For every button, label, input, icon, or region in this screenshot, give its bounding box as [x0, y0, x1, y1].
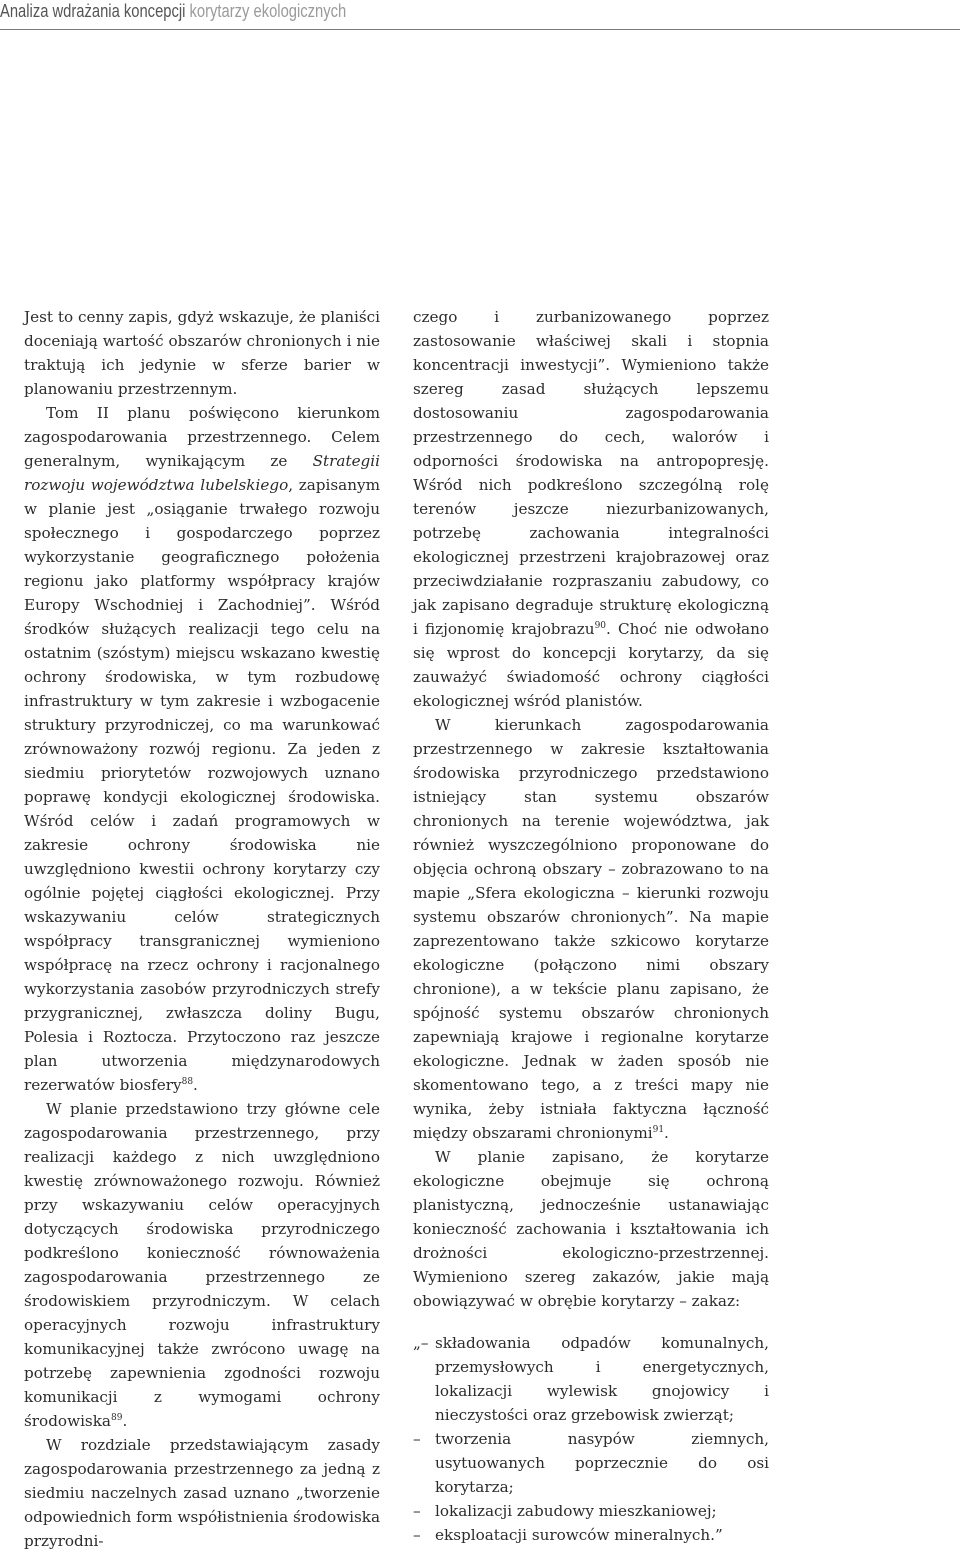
paragraph-text: . Choć nie odwołano się wprost do koncepcji korytarzy, da się zauważyć świadomość ochrony ciągłości ekologicznej wśród planistów.: [413, 620, 770, 710]
running-header-title: Analiza wdrażania koncepcji: [0, 1, 186, 21]
footnote-ref-90[interactable]: 90: [594, 620, 607, 631]
paragraph-text: , zapisanym w planie jest „osiąganie trwałego rozwoju społecznego i gospodarczego poprzez wykorzystanie geograficznego położenia regionu jako platformy współpracy krajów Europy Wschodniej i Zachodniej”. Wśród środków służących realizacji tego celu na ostatnim (szóstym) miejscu wskazano kwestię ochrony środowiska, w tym rozbudowę infrastruktury w tym zakresie i wzbogacenie struktury przyrodniczej, co ma warunkować zrównoważony rozwój regionu. Za jeden z siedmiu priorytetów rozwojowych uznano poprawę kondycji ekologicznej środowiska. Wśród celów i zadań programowych w zakresie ochrony środowiska nie uwzględniono kwestii ochrony korytarzy czy ogólnie pojętej ciągłości ekologicznej. Przy wskazywaniu celów strategicznych współpracy transgranicznej wymieniono współpracę na rzecz ochrony i racjonalnego wykorzystania zasobów przyrodniczych strefy przygranicznej, zwłaszcza doliny Bugu, Polesia i Roztocza. Przytoczono raz jeszcze plan utworzenia międzynarodowych rezerwatów biosfery: [24, 476, 380, 1094]
footnote-ref-89[interactable]: 89: [110, 1412, 123, 1423]
list-item-text: eksploatacji surowców mineralnych.”: [435, 1526, 723, 1544]
paragraph: [24, 1097, 380, 1433]
list-item: [413, 1523, 769, 1547]
list-item-text: tworzenia nasypów ziemnych, usytuowanych poprzecznie do osi korytarza;: [435, 1430, 769, 1496]
list-dash: –: [413, 1526, 421, 1544]
footnote-ref-88[interactable]: 88: [181, 1076, 194, 1087]
paragraph: W planie zapisano, że korytarze ekologiczne obejmuje się ochroną planistyczną, jednocześnie ustanawiając konieczność zachowania i kształtowania ich drożności ekologiczno-przestrzennej. Wymieniono szereg zakazów, jakie mają obowiązywać w obrębie korytarzy – zakaz:: [413, 1148, 769, 1310]
paragraph-text: czego i zurbanizowanego poprzez zastosowanie właściwej skali i stopnia koncentracji inwestycji”. Wymieniono także szereg zasad służących lepszemu dostosowaniu zagospodarowania przestrzennego do cech, walorów i odporności środowiska na antropopresję. Wśród nich podkreślono szczególną rolę terenów jeszcze niezurbanizowanych, potrzebę zachowania integralności ekologicznej przestrzeni krajobrazowej oraz przeciwdziałanie rozpraszaniu zabudowy, co jak zapisano degraduje strukturę ekologiczną i fizjonomię krajobrazu: [413, 308, 769, 638]
paragraph-text: .: [193, 1076, 198, 1094]
paragraph: W rozdziale przedstawiającym zasady zagospodarowania przestrzennego za jedną z siedmiu naczelnych zasad uznano „tworzenie odpowiednich form współistnienia środowiska przyrodni-: [24, 1436, 380, 1550]
list-item: [413, 1499, 769, 1523]
paragraph-text: .: [664, 1124, 669, 1142]
paragraph: [413, 305, 769, 713]
list-dash: –: [413, 1430, 421, 1448]
paragraph-text: W kierunkach zagospodarowania przestrzennego w zakresie kształtowania środowiska przyrodniczego przedstawiono istniejący stan systemu obszarów chronionych na terenie województwa, jak również wyszczególniono proponowane do objęcia ochroną obszary – zobrazowano to na mapie „Sfera ekologiczna – kierunki rozwoju systemu obszarów chronionych”. Na mapie zaprezentowano także szkicowo korytarze ekologiczne (połączono nimi obszary chronione), a w tekście planu zapisano, że spójność systemu obszarów chronionych zapewniają krajowe i regionalne korytarze ekologiczne. Jednak w żaden sposób nie skomentowano tego, a z treści mapy nie wynika, żeby istniała faktyczna łączność między obszarami chronionymi: [413, 716, 769, 1142]
list-dash: „–: [413, 1334, 429, 1352]
paragraph-text: W planie przedstawiono trzy główne cele zagospodarowania przestrzennego, przy realizacji każdego z nich uwzględniono kwestię zrównoważonego rozwoju. Również przy wskazywaniu celów operacyjnych dotyczących środowiska przyrodniczego podkreślono konieczność równoważenia zagospodarowania przestrzennego ze środowiskiem przyrodniczym. W celach operacyjnych rozwoju infrastruktury komunikacyjnej także zwrócono uwagę na potrzebę zapewnienia zgodności rozwoju komunikacji z wymogami ochrony środowiska: [24, 1100, 380, 1430]
paragraph: [413, 713, 769, 1145]
list-item-text: składowania odpadów komunalnych, przemysłowych i energetycznych, lokalizacji wylewisk gnojowicy i nieczystości oraz grzebowisk zwierząt;: [435, 1334, 769, 1424]
running-header-subtitle: korytarzy ekologicznych: [189, 1, 347, 21]
list-dash: –: [413, 1502, 421, 1520]
left-column: [24, 305, 380, 1553]
strategy-title-italic: Strategii rozwoju województwa lubelskiego: [24, 452, 380, 494]
list-item: [413, 1331, 769, 1427]
list-item: [413, 1427, 769, 1499]
right-column: [413, 305, 769, 1547]
list-item-text: lokalizacji zabudowy mieszkaniowej;: [435, 1502, 717, 1520]
paragraph-text: Tom II planu poświęcono kierunkom zagospodarowania przestrzennego. Celem generalnym, wynikającym ze: [24, 404, 380, 470]
paragraph: Jest to cenny zapis, gdyż wskazuje, że planiści doceniają wartość obszarów chronionych i nie traktują ich jedynie w sferze barier w planowaniu przestrzennym.: [24, 308, 380, 398]
running-header: [0, 0, 787, 30]
prohibitions-list: [413, 1331, 769, 1547]
paragraph-text: .: [122, 1412, 128, 1430]
footnote-ref-91[interactable]: 91: [652, 1124, 665, 1135]
paragraph: [24, 401, 380, 1097]
header-rule: [0, 29, 960, 30]
